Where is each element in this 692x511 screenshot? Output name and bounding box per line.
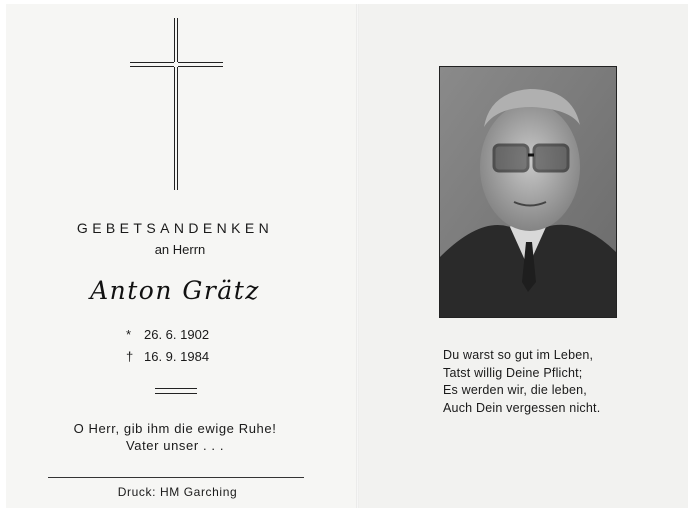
- poem-line: Es werden wir, die leben,: [443, 383, 587, 397]
- printer-rule: [48, 477, 304, 478]
- portrait-image: [440, 67, 616, 317]
- dedication: an Herrn: [154, 242, 206, 257]
- prayer: [40, 420, 310, 454]
- cross-icon: [130, 18, 223, 190]
- death-symbol: †: [126, 349, 134, 364]
- birth-symbol: *: [126, 327, 132, 342]
- printer-credit: Druck: HM Garching: [117, 485, 238, 499]
- poem-line: Tatst willig Deine Pflicht;: [443, 365, 583, 380]
- heading: GEBETSANDENKEN: [76, 220, 274, 236]
- birth-date: 26. 6. 1902: [144, 327, 210, 342]
- death-date: 16. 9. 1984: [144, 349, 210, 364]
- death-date-row: [126, 349, 209, 364]
- prayer-line: O Herr, gib ihm die ewige Ruhe!: [73, 421, 277, 436]
- poem-line: Du warst so gut im Leben,: [443, 348, 594, 362]
- deceased-name: Anton Grätz: [90, 276, 260, 305]
- card-fold: [356, 4, 359, 508]
- prayer-line: Vater unser . . .: [125, 438, 225, 453]
- divider: [155, 388, 197, 394]
- poem: [443, 347, 673, 417]
- birth-date-row: [126, 327, 209, 342]
- poem-line: Auch Dein vergessen nicht.: [443, 400, 601, 415]
- portrait-photo: [439, 66, 617, 318]
